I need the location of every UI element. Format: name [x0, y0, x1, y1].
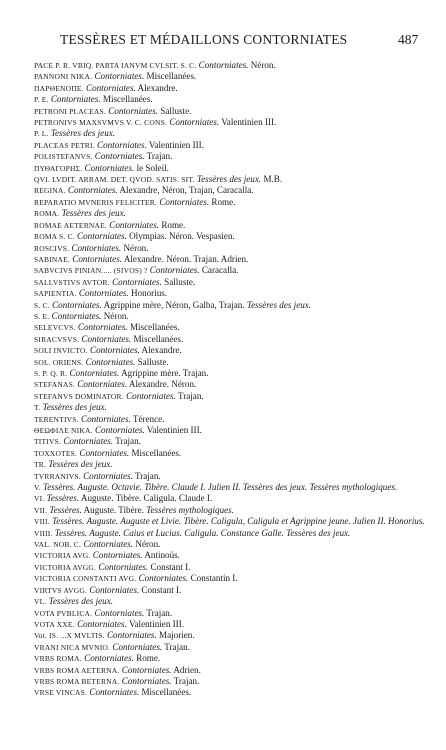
- index-entry: [34, 550, 432, 561]
- entry-legend: REGINA.: [34, 186, 66, 196]
- index-entry: [34, 459, 432, 470]
- entry-legend: SIRACVSVS.: [34, 334, 80, 344]
- index-entry: [34, 140, 432, 151]
- index-entry: [34, 436, 432, 447]
- index-entry: [34, 83, 432, 94]
- entry-description: Contorniates. Alexandre, Néron, Trajan, Caracalla.: [67, 185, 254, 196]
- index-entry: [34, 493, 432, 504]
- entry-legend: VIII.: [34, 517, 50, 527]
- index-entry: [34, 585, 432, 596]
- entry-description: Contorniates. Alexandre. Néron.: [77, 379, 197, 390]
- entry-description: Contorniates. Miscellanées.: [79, 447, 182, 458]
- entry-description: Contorniates. Trajan.: [83, 470, 161, 481]
- entry-description: Contorniates. Trajan.: [112, 641, 190, 652]
- entry-description: Contorniates. Constant I.: [89, 584, 182, 595]
- index-entry: [34, 505, 432, 516]
- entry-description: Contorniates. Alexandre. Néron. Trajan. Adrien.: [72, 253, 249, 264]
- entry-legend: REPARATIO MVNERIS FELICITER.: [34, 197, 158, 207]
- entry-description: Tessères. Auguste. Tibère. Caligula. Claude I.: [46, 493, 213, 504]
- index-entry: [34, 185, 432, 196]
- index-entry: [34, 220, 432, 231]
- entry-legend: PETRONIVS MAXSVMVS V. C. CONS.: [34, 118, 168, 128]
- index-entry: [34, 391, 432, 402]
- entry-legend: SOLI INVICTO.: [34, 346, 88, 356]
- entry-description: Contorniates. Miscellanées.: [81, 333, 184, 344]
- index-entries: [34, 60, 432, 699]
- entry-description: Contorniates. Néron.: [83, 539, 161, 550]
- entry-legend: ΘΕΩΦΙΛΕ NIKA.: [34, 426, 93, 435]
- entry-description: Contorniates. Caracalla.: [149, 265, 239, 276]
- index-entry: [34, 288, 432, 299]
- entry-description: Tessères. Auguste. Octavie. Tibère. Claude I. Julien II. Tessères des jeux. Tessères mythologiques.: [43, 482, 398, 493]
- entry-legend: T.: [34, 403, 41, 413]
- entry-legend: TOXXOTES.: [34, 448, 78, 458]
- entry-description: Contorniates. Rome.: [159, 196, 236, 207]
- entry-description: Contorniates. Alexandre.: [90, 345, 182, 356]
- entry-description: Contorniates. Valentinien III.: [77, 618, 184, 629]
- entry-description: Tessères des jeux.: [48, 596, 114, 607]
- entry-description: Contorniates. Trajan.: [126, 390, 204, 401]
- entry-legend: SELEVCVS.: [34, 323, 76, 333]
- index-entry: [34, 425, 432, 436]
- entry-description: Tessères. Auguste. Tibère. Tessères mythologiques.: [49, 504, 234, 515]
- entry-description: Contorniates. Miscellanées.: [77, 322, 180, 333]
- index-entry: [34, 345, 432, 356]
- index-entry: [34, 402, 432, 413]
- entry-description: Contorniates. le Soleil.: [84, 162, 169, 173]
- entry-description: Contorniates. Agrippine mère. Trajan.: [69, 367, 209, 378]
- index-entry: [34, 687, 432, 698]
- entry-description: Tessères des jeux.: [61, 208, 126, 219]
- index-entry: [34, 71, 432, 82]
- index-entry: [34, 653, 432, 664]
- index-entry: [34, 60, 432, 71]
- index-entry: [34, 448, 432, 459]
- index-entry: [34, 265, 432, 276]
- index-entry: [34, 676, 432, 687]
- index-entry: [34, 665, 432, 676]
- entry-legend: PACE P. R. VBIQ. PARTA IANVM CVLSIT. S. C.: [34, 61, 197, 70]
- entry-legend: VICTORIA CONSTANTI AVG.: [34, 574, 137, 584]
- entry-description: Tessères des jeux. M.B.: [196, 174, 283, 185]
- entry-description: Contorniates. Valentinien III.: [169, 117, 277, 128]
- entry-description: Contorniates. Agrippine mère, Néron, Galba, Trajan. Tessères des jeux.: [52, 299, 312, 310]
- index-entry: [34, 516, 432, 527]
- index-entry: [34, 482, 432, 493]
- entry-legend: VI.: [34, 494, 45, 504]
- entry-description: Contorniates. Miscellanées.: [50, 94, 153, 105]
- index-entry: [34, 117, 432, 128]
- index-entry: [34, 128, 432, 139]
- entry-description: Contorniates. Honorius.: [78, 288, 168, 299]
- entry-legend: ROMA S. C.: [34, 232, 75, 242]
- index-entry: [34, 197, 432, 208]
- entry-legend: VICTORIA AVGG.: [34, 562, 97, 572]
- page-header: [0, 32, 446, 48]
- entry-legend: VRBS ROMA.: [34, 654, 82, 664]
- entry-legend: POLISTEFANVS.: [34, 152, 93, 162]
- entry-legend: PANNONI NIKA.: [34, 72, 93, 82]
- entry-description: Contorniates. Salluste.: [108, 105, 192, 116]
- entry-legend: Vot. IS. ...X MVLTIS.: [34, 631, 105, 641]
- entry-legend: ΠΥΘΑΓΟΡΗΣ.: [34, 163, 83, 173]
- entry-legend: VAL. NOB. C.: [34, 540, 82, 550]
- index-entry: [34, 608, 432, 619]
- entry-description: Contorniates. Salluste.: [85, 356, 169, 367]
- entry-legend: QVI. LVDIT. ARRAM. DET. QVOD. SATIS. SIT.: [34, 175, 195, 185]
- entry-description: Contorniates. Trajan.: [63, 436, 141, 447]
- entry-legend: ΠΑΡΘΕΝΟΠΕ.: [34, 83, 84, 93]
- entry-description: Contorniates. Néron.: [51, 310, 129, 321]
- index-entry: [34, 277, 432, 288]
- entry-legend: PETRONI PLACEAS.: [34, 106, 106, 116]
- entry-description: Contorniates. Valentinien III.: [94, 425, 202, 435]
- entry-legend: VII.: [34, 505, 48, 515]
- entry-legend: VOTA PVBLICA.: [34, 608, 93, 618]
- index-entry: [34, 414, 432, 425]
- index-entry: [34, 368, 432, 379]
- index-entry: [34, 322, 432, 333]
- index-entry: [34, 630, 432, 641]
- running-title: TESSÈRES ET MÉDAILLONS CONTORNIATES: [60, 32, 348, 47]
- entry-legend: TR.: [34, 460, 47, 470]
- index-entry: [34, 619, 432, 630]
- index-entry: [34, 539, 432, 550]
- entry-legend: V.: [34, 483, 41, 493]
- index-entry: [34, 379, 432, 390]
- entry-legend: SOL. ORIENS.: [34, 357, 84, 367]
- entry-legend: SAPIENTIA.: [34, 289, 77, 299]
- index-entry: [34, 231, 432, 242]
- index-entry: [34, 94, 432, 105]
- entry-legend: VOTA XXE.: [34, 619, 75, 629]
- entry-description: Contorniates. Rome.: [109, 219, 186, 230]
- entry-description: Contorniates. Trajan.: [94, 607, 173, 618]
- entry-legend: VRBS ROMA BETERNA.: [34, 676, 120, 686]
- entry-legend: VRANI NICA MVNIO.: [34, 642, 111, 652]
- entry-description: Tessères. Auguste. Caius et Lucius. Caligula. Constance Galle. Tessères des jeux.: [54, 527, 351, 538]
- entry-legend: SALLVSTIVS AVTOR.: [34, 277, 110, 287]
- index-entry: [34, 596, 432, 607]
- entry-description: Tessères des jeux.: [42, 402, 107, 413]
- entry-legend: PLACEAS PETRI.: [34, 140, 95, 150]
- entry-legend: VICTORIA AVG.: [34, 551, 91, 561]
- entry-description: Contorniates. Miscellanées.: [94, 71, 197, 82]
- entry-legend: S. C.: [34, 300, 50, 310]
- entry-legend: S. P. Q. R.: [34, 368, 68, 378]
- page-number: 487: [398, 32, 419, 47]
- index-entry: [34, 300, 432, 311]
- entry-description: Contorniates. Olympias. Néron. Vespasien.: [77, 231, 235, 242]
- entry-legend: SABINAE.: [34, 254, 70, 264]
- index-entry: [34, 254, 432, 265]
- index-entry: [34, 311, 432, 322]
- index-entry: [34, 357, 432, 368]
- entry-description: Contorniates. Miscellanées.: [89, 687, 192, 698]
- entry-description: Tessères. Auguste. Auguste et Livie. Tibère. Caligula, Caligula et Agrippine jeune. Julien II. Honorius.: [52, 516, 425, 527]
- entry-legend: STEFANAS.: [34, 380, 76, 390]
- entry-legend: VIIII.: [34, 528, 53, 538]
- entry-description: Tessères des jeux.: [50, 128, 116, 139]
- entry-description: Contorniates. Salluste.: [112, 276, 196, 287]
- entry-description: Contorniates. Alexandre.: [86, 82, 178, 93]
- entry-description: Contorniates. Antinoüs.: [92, 550, 180, 561]
- index-entry: [34, 106, 432, 117]
- entry-legend: STEFANVS DOMINATOR.: [34, 391, 124, 401]
- entry-legend: TVRRANIVS.: [34, 471, 81, 481]
- entry-description: Contorniates. Néron.: [71, 242, 149, 253]
- entry-description: Contorniates. Néron.: [198, 60, 276, 70]
- entry-description: Contorniates. Trajan.: [94, 151, 173, 162]
- entry-description: Contorniates. Constantin I.: [138, 573, 238, 584]
- entry-legend: S. E.: [34, 311, 50, 321]
- index-entry: [34, 573, 432, 584]
- index-entry: [34, 562, 432, 573]
- entry-description: Contorniates. Rome.: [84, 653, 161, 664]
- index-entry: [34, 334, 432, 345]
- index-entry: [34, 471, 432, 482]
- entry-description: Contorniates. Trajan.: [121, 675, 200, 686]
- entry-description: Contorniates. Majorien.: [106, 630, 195, 641]
- entry-description: Contorniates. Valentinien III.: [97, 139, 204, 150]
- index-entry: [34, 243, 432, 254]
- entry-description: Tessères des jeux.: [48, 459, 113, 470]
- entry-legend: VIRTVS AVGG.: [34, 585, 88, 595]
- entry-description: Contorniates. Constant I.: [98, 561, 191, 572]
- entry-legend: TERENTIVS.: [34, 414, 79, 424]
- entry-legend: P. L.: [34, 129, 49, 139]
- entry-legend: VL.: [34, 597, 47, 607]
- entry-description: Contorniates. Térence.: [81, 413, 165, 424]
- index-entry: [34, 151, 432, 162]
- index-entry: [34, 174, 432, 185]
- index-entry: [34, 528, 432, 539]
- entry-legend: TITIVS.: [34, 437, 62, 447]
- index-entry: [34, 642, 432, 653]
- entry-legend: ROSCIVS.: [34, 243, 70, 253]
- entry-legend: ROMA.: [34, 209, 60, 219]
- entry-legend: VRBS ROMA AETERNA.: [34, 665, 120, 675]
- entry-legend: VRSE VINCAS.: [34, 688, 88, 698]
- entry-legend: P. E.: [34, 95, 49, 105]
- index-entry: [34, 208, 432, 219]
- entry-description: Contorniates. Adrien.: [121, 664, 201, 675]
- entry-legend: SABVCIVS PINIAN..... (SIVOS) ?: [34, 266, 148, 276]
- index-entry: [34, 163, 432, 174]
- entry-legend: ROMAE AETERNAE.: [34, 220, 107, 230]
